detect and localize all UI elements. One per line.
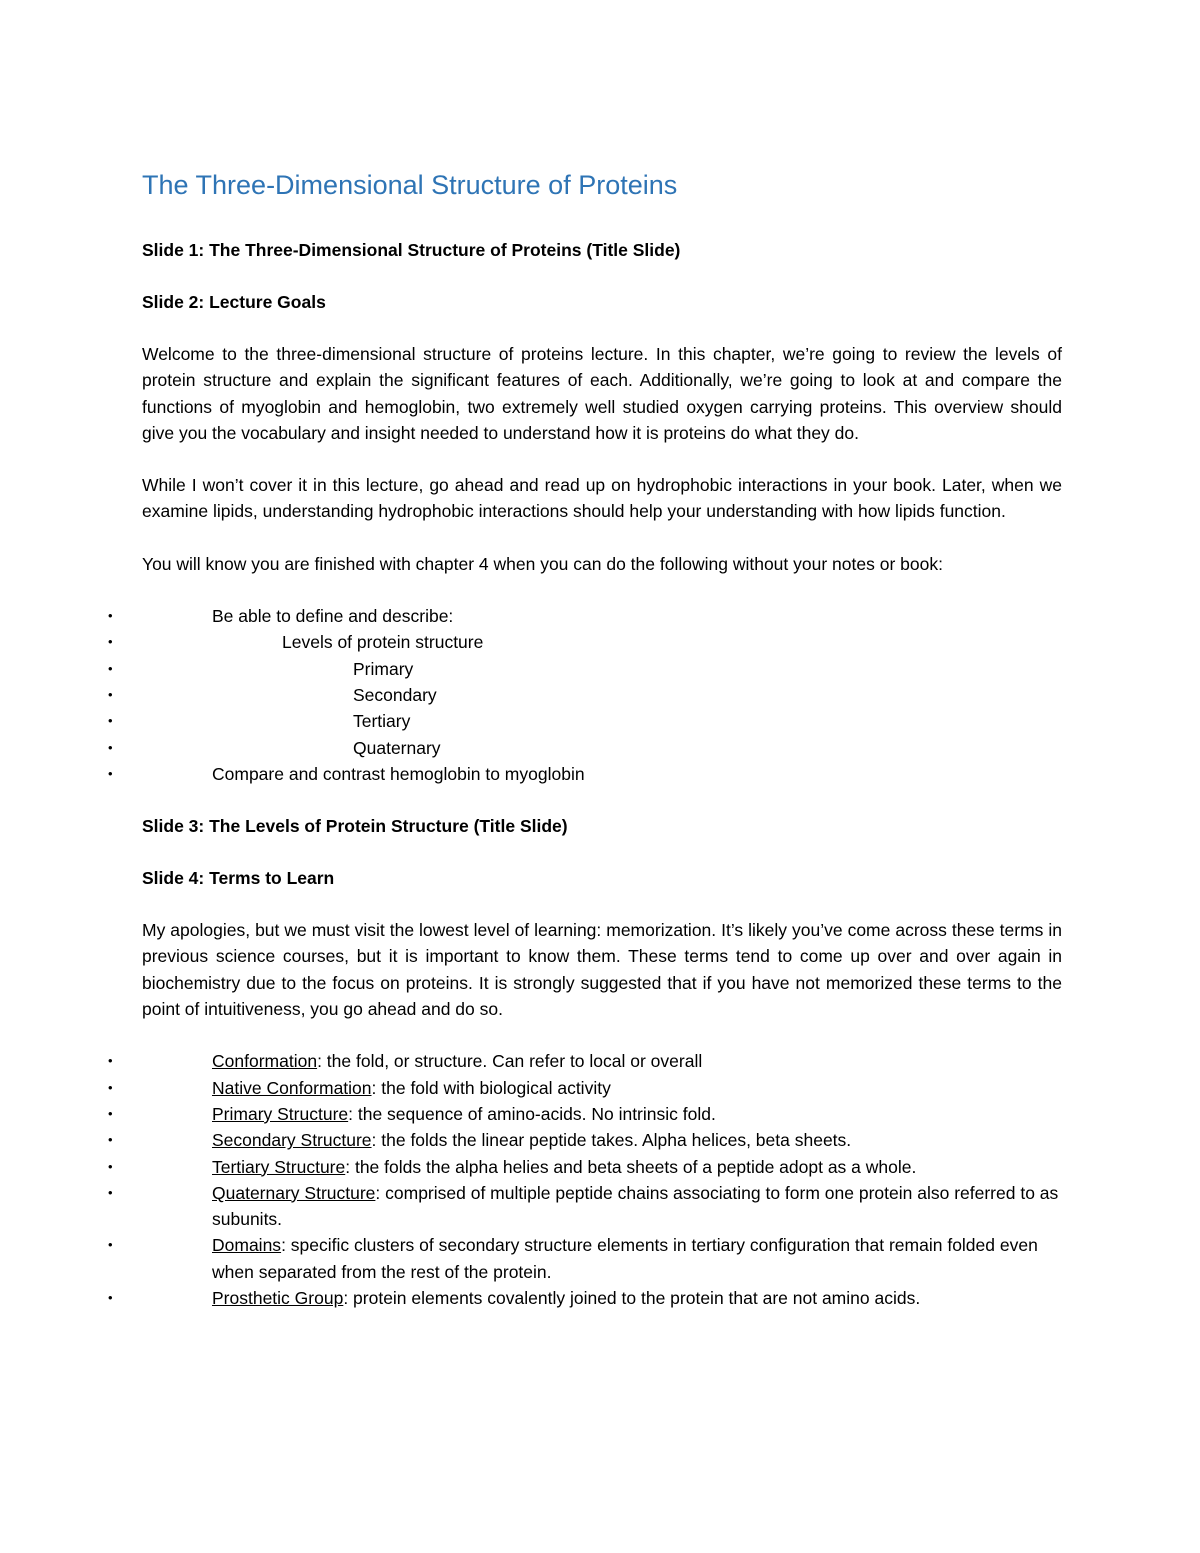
list-item-text: Secondary	[353, 684, 437, 705]
term-definition: : the fold, or structure. Can refer to local or overall	[317, 1051, 703, 1072]
list-item	[108, 682, 1062, 708]
document-page	[108, 168, 1062, 1337]
list-item-text: Be able to define and describe:	[212, 606, 454, 627]
hydrophobic-paragraph: While I won’t cover it in this lecture, go ahead and read up on hydrophobic interactions in your book. Later, when we examine lipids, understanding hydrophobic interactions should help your understanding with how lipids function.	[142, 475, 1062, 522]
terms-list	[108, 1048, 1062, 1311]
intro-paragraph: Welcome to the three-dimensional structure of proteins lecture. In this chapter, we’re going to review the levels of protein structure and explain the significant features of each. Additionally, we’re going to look at and compare the functions of myoglobin and hemoglobin, two extremely well studied oxygen carrying proteins. This overview should give you the vocabulary and insight needed to understand how it is proteins do what they do.	[142, 344, 1062, 443]
list-item	[108, 761, 1062, 787]
list-item-text: Levels of protein structure	[282, 632, 484, 653]
list-item	[108, 629, 1062, 655]
bullet-icon: •	[108, 1105, 113, 1121]
term-definition: : the folds the alpha helies and beta sheets of a peptide adopt as a whole.	[345, 1156, 917, 1177]
term-name: Secondary Structure	[212, 1130, 372, 1151]
list-item	[108, 603, 1062, 629]
slide-1-heading: Slide 1: The Three-Dimensional Structure of Proteins (Title Slide)	[142, 240, 681, 260]
document-title: The Three-Dimensional Structure of Proteins	[142, 170, 678, 200]
term-name: Prosthetic Group	[212, 1288, 344, 1309]
term-item	[108, 1154, 1062, 1180]
bullet-icon: •	[108, 634, 113, 650]
term-item	[108, 1285, 1062, 1311]
bullet-icon: •	[108, 1132, 113, 1148]
term-name: Primary Structure	[212, 1103, 349, 1124]
term-item	[108, 1075, 1062, 1101]
term-definition: : protein elements covalently joined to the protein that are not amino acids.	[343, 1288, 921, 1309]
term-item	[108, 1180, 1062, 1233]
term-definition: : the sequence of amino-acids. No intrinsic fold.	[348, 1103, 716, 1124]
bullet-icon: •	[108, 1158, 113, 1174]
term-definition: : comprised of multiple peptide chains associating to form one protein also referred to as subunits.	[212, 1182, 1059, 1230]
list-item-text: Tertiary	[353, 711, 411, 732]
bullet-icon: •	[108, 1237, 113, 1253]
list-item	[108, 735, 1062, 761]
term-item	[108, 1101, 1062, 1127]
bullet-icon: •	[108, 1184, 113, 1200]
term-name: Native Conformation	[212, 1077, 372, 1098]
slide-3-heading: Slide 3: The Levels of Protein Structure (Title Slide)	[142, 816, 568, 837]
term-name: Domains	[212, 1235, 282, 1256]
bullet-icon: •	[108, 686, 113, 702]
term-definition: : the folds the linear peptide takes. Alpha helices, beta sheets.	[371, 1130, 852, 1151]
term-item	[108, 1127, 1062, 1153]
memorization-paragraph: My apologies, but we must visit the lowest level of learning: memorization. It’s likely you’ve come across these terms in previous science courses, but it is important to know them. These terms tend to come up over and over again in biochemistry due to the focus on proteins. It is strongly suggested that if you have not memorized these terms to the point of intuitiveness, you go ahead and do so.	[142, 920, 1062, 1020]
bullet-icon: •	[108, 739, 113, 755]
list-item-text: Quaternary	[353, 737, 441, 758]
bullet-icon: •	[108, 765, 113, 781]
list-item	[108, 656, 1062, 682]
slide-2-heading: Slide 2: Lecture Goals	[142, 292, 326, 312]
term-definition: : the fold with biological activity	[371, 1077, 611, 1098]
list-item-text: Compare and contrast hemoglobin to myoglobin	[212, 763, 585, 784]
term-name: Quaternary Structure	[212, 1182, 376, 1203]
slide-4-heading: Slide 4: Terms to Learn	[142, 868, 335, 889]
list-item-text: Primary	[353, 658, 414, 679]
term-definition: : specific clusters of secondary structure elements in tertiary configuration that remain folded even when separated from the rest of the protein.	[212, 1235, 1038, 1282]
bullet-icon: •	[108, 1290, 113, 1306]
bullet-icon: •	[108, 1053, 113, 1069]
bullet-icon: •	[108, 608, 113, 624]
chapter-goals-paragraph: You will know you are finished with chapter 4 when you can do the following without your notes or book:	[142, 553, 943, 574]
term-name: Tertiary Structure	[212, 1156, 346, 1177]
bullet-icon: •	[108, 713, 113, 729]
term-item	[108, 1232, 1062, 1285]
term-name: Conformation	[212, 1051, 318, 1072]
list-item	[108, 708, 1062, 734]
bullet-icon: •	[108, 1079, 113, 1095]
bullet-icon: •	[108, 660, 113, 676]
term-item	[108, 1048, 1062, 1074]
goals-list	[108, 603, 1062, 787]
